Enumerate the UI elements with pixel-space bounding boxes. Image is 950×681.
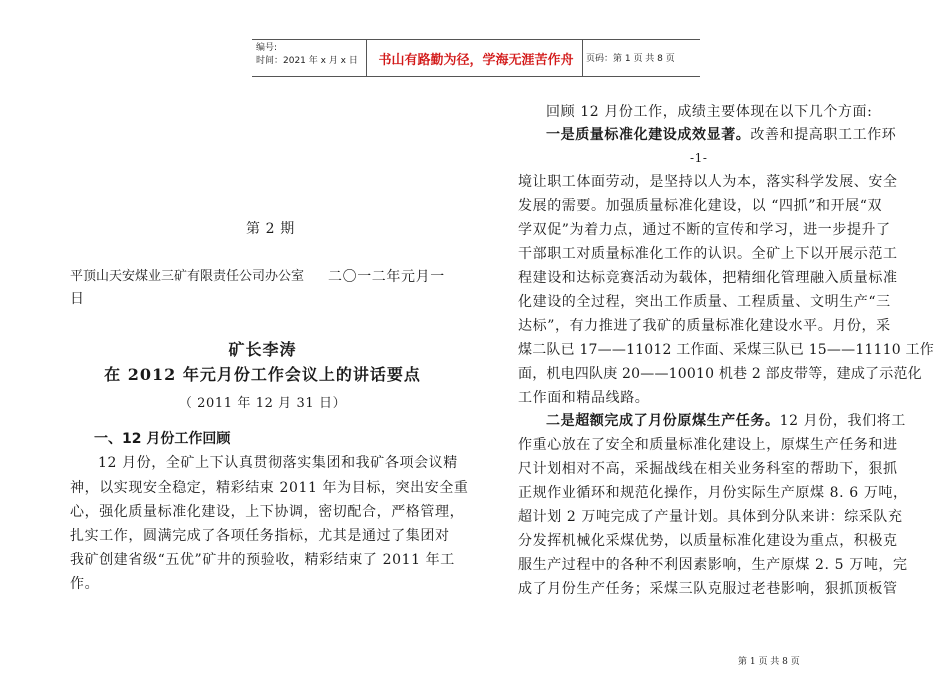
right-para-line: 面，机电四队庚 20——10010 机巷 2 部皮带等，建成了示范化 bbox=[518, 366, 922, 382]
doc-title-line1: 矿长李涛 bbox=[228, 340, 297, 359]
right-para-line: 分发挥机械化采煤优势，以质量标准化建设为重点，积极克 bbox=[518, 533, 898, 549]
right-para-line: 煤二队已 17——11012 工作面、采煤三队已 15——11110 工作 bbox=[518, 342, 934, 358]
page-marker: -1- bbox=[690, 151, 708, 165]
right-para-line: 化建设的全过程，突出工作质量、工程质量、文明生产“三 bbox=[518, 294, 891, 310]
left-para-line: 12 月份，全矿上下认真贯彻落实集团和我矿各项会议精 bbox=[98, 455, 458, 471]
section1-heading: 一、12 月份工作回顾 bbox=[94, 431, 231, 447]
left-para-line: 扎实工作，圆满完成了各项任务指标，尤其是通过了集团对 bbox=[70, 528, 450, 544]
left-para-line: 我矿创建省级“五优”矿井的预验收，精彩结束了 2011 年工 bbox=[70, 552, 455, 568]
header-page-label: 页码：第 1 页 共 8 页 bbox=[586, 54, 675, 64]
left-para-line: 神，以实现安全稳定，精彩结束 2011 年为目标，突出安全重 bbox=[70, 480, 469, 496]
header-time-label: 时间：2021 年 x 月 x 日 bbox=[256, 56, 358, 66]
date-line: 二〇一二年元月一 bbox=[328, 269, 445, 285]
right-para-line: 作重心放在了安全和质量标准化建设上，原煤生产任务和进 bbox=[518, 437, 898, 453]
header-divider-left bbox=[366, 40, 367, 76]
point2-heading: 二是超额完成了月份原煤生产任务。 bbox=[546, 413, 780, 429]
issue-number: 第 2 期 bbox=[246, 221, 295, 237]
speech-date: （ 2011 年 12 月 31 日） bbox=[178, 396, 347, 411]
right-para-line: 服生产过程中的各种不利因素影响，生产原煤 2. 5 万吨，完 bbox=[518, 557, 908, 573]
right-para-line: 学双促”为着力点，通过不断的宣传和学习，进一步提升了 bbox=[518, 222, 891, 238]
header-number-label: 编号: bbox=[256, 43, 278, 53]
page-footer: 第 1 页 共 8 页 bbox=[738, 657, 800, 667]
right-para-line: 成了月份生产任务；采煤三队克服过老巷影响，狠抓顶板管 bbox=[518, 581, 898, 597]
right-para-line: 超计划 2 万吨完成了产量计划。具体到分队来讲：综采队充 bbox=[518, 509, 903, 525]
org-line: 平顶山天安煤业三矿有限责任公司办公室 bbox=[70, 269, 305, 284]
page-header bbox=[252, 39, 700, 77]
point1-tail: 改善和提高职工工作环 bbox=[750, 127, 897, 143]
right-intro: 回顾 12 月份工作，成绩主要体现在以下几个方面: bbox=[546, 104, 873, 120]
header-meta bbox=[256, 42, 358, 68]
left-para-line: 心，强化质量标准化建设，上下协调，密切配合，严格管理， bbox=[70, 504, 465, 520]
right-para-line: 达标”，有力推进了我矿的质量标准化建设水平。月份，采 bbox=[518, 318, 891, 334]
left-para-line: 作。 bbox=[70, 576, 100, 592]
point1-heading: 一是质量标准化建设成效显著。 bbox=[546, 127, 751, 143]
right-para-line: 干部职工对质量标准化工作的认识。全矿上下以开展示范工 bbox=[518, 246, 898, 262]
point2-line bbox=[546, 413, 906, 429]
doc-title-line2: 在 2012 年元月份工作会议上的讲话要点 bbox=[104, 365, 421, 384]
right-para-line: 尺计划相对不高，采掘战线在相关业务科室的帮助下，狠抓 bbox=[518, 461, 898, 477]
right-para-line: 工作面和精品线路。 bbox=[518, 390, 650, 406]
header-divider-right bbox=[582, 40, 583, 76]
right-para-line: 发展的需要。加强质量标准化建设，以 “四抓”和开展“双 bbox=[518, 198, 883, 214]
date-line-cont: 日 bbox=[70, 291, 85, 307]
header-slogan: 书山有路勤为径，学海无涯苦作舟 bbox=[378, 53, 574, 68]
point2-tail: 12 月份，我们将工 bbox=[779, 413, 906, 429]
point1-line bbox=[546, 127, 896, 143]
right-para-line: 程建设和达标竞赛活动为载体，把精细化管理融入质量标准 bbox=[518, 270, 898, 286]
right-para-line: 正规作业循环和规范化操作，月份实际生产原煤 8. 6 万吨， bbox=[518, 485, 908, 501]
right-para-line: 境让职工体面劳动，是坚持以人为本，落实科学发展、安全 bbox=[518, 174, 898, 190]
